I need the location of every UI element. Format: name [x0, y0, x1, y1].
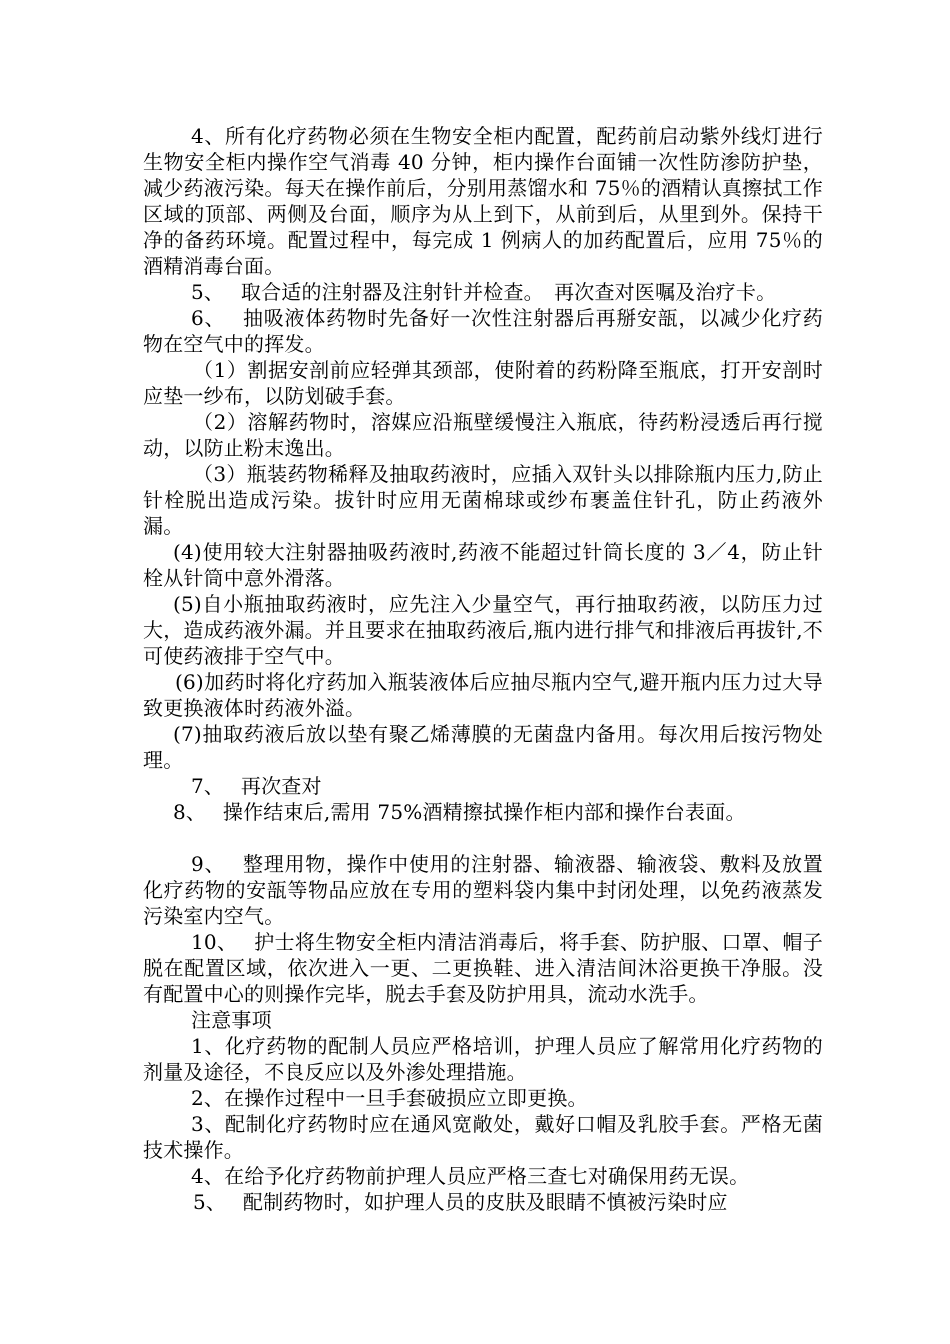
paragraph-substep-3: （3）瓶装药物稀释及抽取药液时，应插入双针头以排除瓶内压力,防止针栓脱出造成污染。拔针时应用无菌棉球或纱布裹盖住针孔，防止药液外漏。: [143, 462, 823, 538]
paragraph-step-9: 9、 整理用物，操作中使用的注射器、输液器、输液袋、敷料及放置化疗药物的安瓿等物品应放在专用的塑料袋内集中封闭处理，以免药液蒸发污染室内空气。: [143, 852, 823, 928]
document-body: [143, 123, 823, 1215]
paragraph-substep-1: （1）割据安剖前应轻弹其颈部，使附着的药粉降至瓶底，打开安剖时应垫一纱布，以防划破手套。: [143, 358, 823, 408]
paragraph-substep-4: (4)使用较大注射器抽吸药液时,药液不能超过针筒长度的 3／4，防止针栓从针筒中意外滑落。: [143, 540, 823, 590]
paragraph-substep-7: (7)抽取药液后放以垫有聚乙烯薄膜的无菌盘内备用。每次用后按污物处理。: [143, 722, 823, 772]
paragraph-step-10: 10、 护士将生物安全柜内清洁消毒后，将手套、防护服、口罩、帽子脱在配置区域，依次进入一更、二更换鞋、进入清洁间沐浴更换干净服。没有配置中心的则操作完毕，脱去手套及防护用具，流动水洗手。: [143, 930, 823, 1006]
paragraph-note-5: 5、 配制药物时，如护理人员的皮肤及眼睛不慎被污染时应: [193, 1190, 728, 1214]
paragraph-step-6: 6、 抽吸液体药物时先备好一次性注射器后再掰安瓿，以减少化疗药物在空气中的挥发。: [143, 306, 823, 356]
paragraph-substep-5: (5)自小瓶抽取药液时，应先注入少量空气，再行抽取药液，以防压力过大，造成药液外漏。并且要求在抽取药液后,瓶内进行排气和排液后再拔针,不可使药液排于空气中。: [143, 592, 823, 668]
paragraph-note-1: 1、化疗药物的配制人员应严格培训，护理人员应了解常用化疗药物的剂量及途径，不良反应以及外渗处理措施。: [143, 1034, 823, 1084]
section-heading-notes: 注意事项: [191, 1008, 272, 1032]
blank-line: [143, 825, 823, 851]
paragraph-step-5: 5、 取合适的注射器及注射针并检查。 再次查对医嘱及治疗卡。: [191, 280, 777, 304]
paragraph-substep-2: （2）溶解药物时，溶媒应沿瓶壁缓慢注入瓶底，待药粉浸透后再行搅动，以防止粉末逸出。: [143, 410, 823, 460]
paragraph-step-4: 4、所有化疗药物必须在生物安全柜内配置，配药前启动紫外线灯进行生物安全柜内操作空气消毒 40 分钟，柜内操作台面铺一次性防渗防护垫，减少药液污染。每天在操作前后，分别用蒸馏水和 75％的酒精认真擦拭工作区域的顶部、两侧及台面，顺序为从上到下，从前到后，从里到外。保持干净的备药环境。配置过程中，每完成 1 例病人的加药配置后，应用 75％的酒精消毒台面。: [143, 124, 823, 278]
paragraph-note-4: 4、在给予化疗药物前护理人员应严格三查七对确保用药无误。: [191, 1164, 750, 1188]
paragraph-note-3: 3、配制化疗药物时应在通风宽敞处，戴好口帽及乳胶手套。严格无菌技术操作。: [143, 1112, 823, 1162]
paragraph-step-8: 8、 操作结束后,需用 75%酒精擦拭操作柜内部和操作台表面。: [173, 800, 746, 824]
paragraph-substep-6: (6)加药时将化疗药加入瓶装液体后应抽尽瓶内空气,避开瓶内压力过大导致更换液体时药液外溢。: [143, 670, 823, 720]
paragraph-step-7: 7、 再次查对: [191, 774, 322, 798]
paragraph-note-2: 2、在操作过程中一旦手套破损应立即更换。: [191, 1086, 588, 1110]
